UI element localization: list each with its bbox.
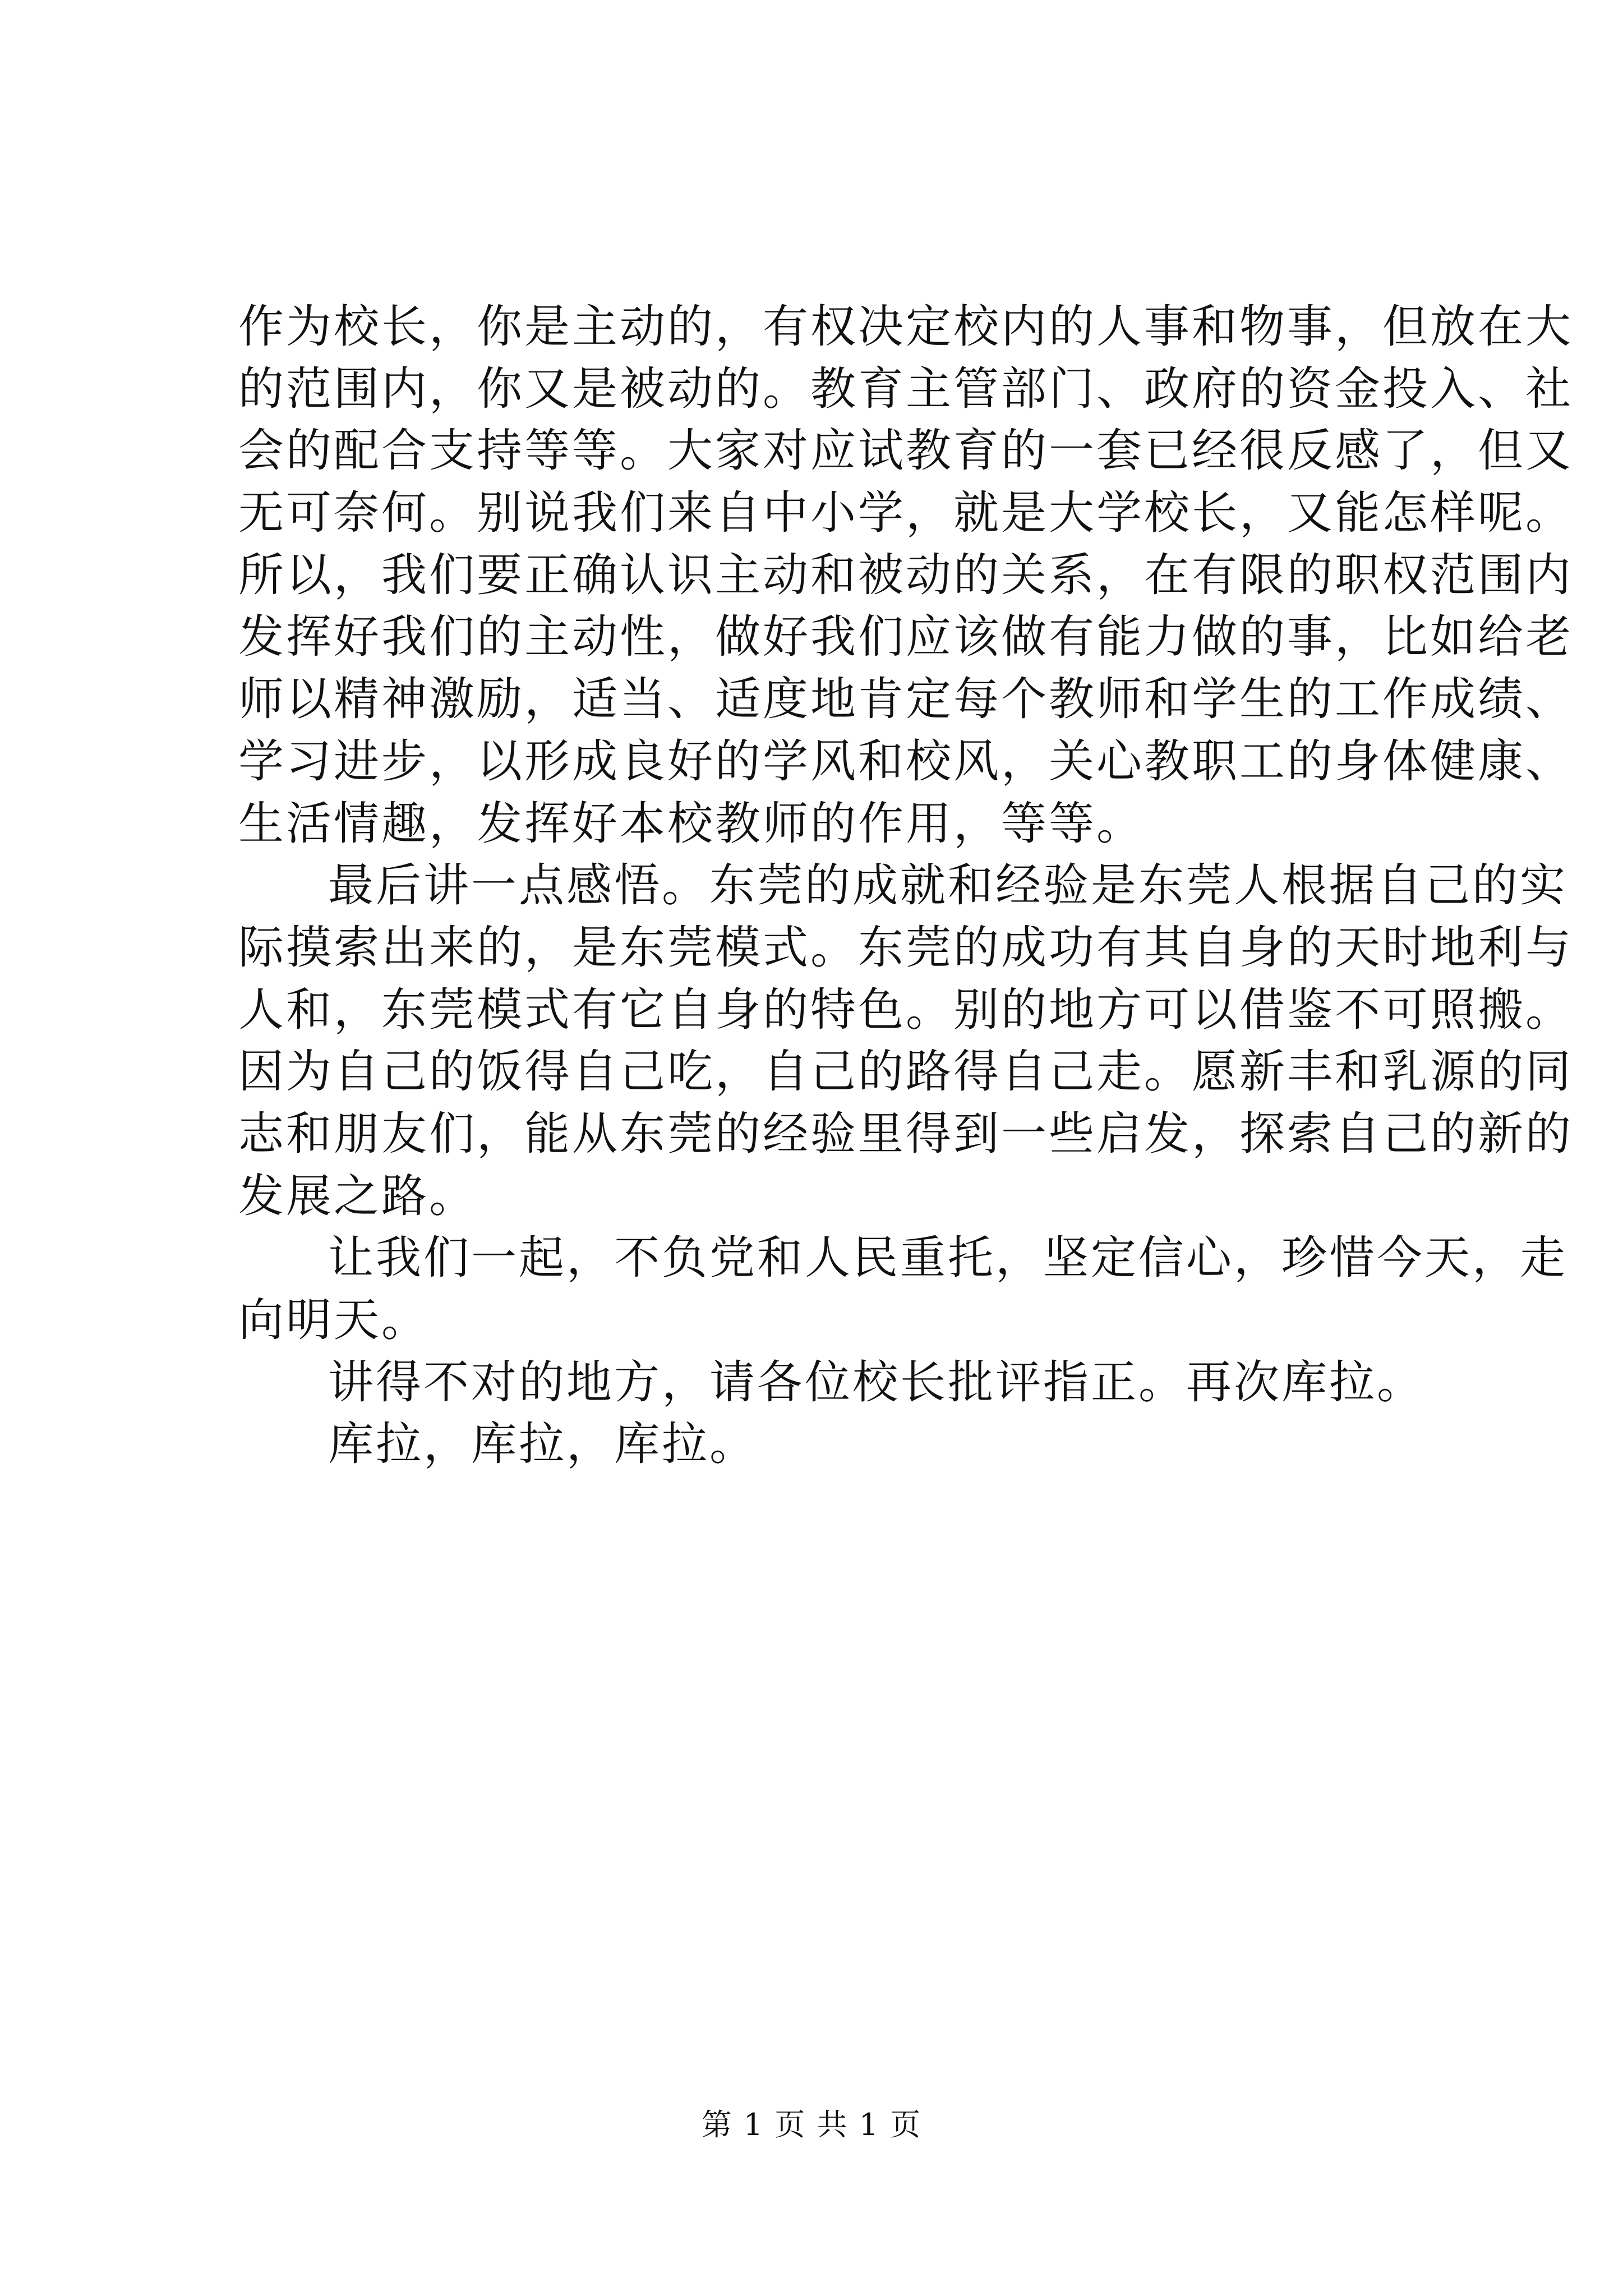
text-line: 学习进步，以形成良好的学风和校风，关心教职工的身体健康、 [238,735,1574,788]
text-line: 的范围内，你又是被动的。教育主管部门、政府的资金投入、社 [238,362,1574,416]
text-line: 让我们一起，不负党和人民重托，坚定信心，珍惜今天，走 [328,1232,1568,1285]
text-line: 师以精神激励，适当、适度地肯定每个教师和学生的工作成绩、 [238,673,1574,726]
text-line: 生活情趣，发挥好本校教师的作用，等等。 [238,797,1145,850]
text-line: 讲得不对的地方，请各位校长批评指正。再次库拉。 [328,1356,1425,1409]
text-line: 会的配合支持等等。大家对应试教育的一套已经很反感了，但又 [238,425,1574,478]
text-line: 无可奈何。别说我们来自中小学，就是大学校长，又能怎样呢。 [238,487,1574,540]
text-line: 最后讲一点感悟。东莞的成就和经验是东莞人根据自己的实 [328,859,1568,913]
text-line: 库拉，库拉，库拉。 [328,1418,758,1471]
text-line: 因为自己的饭得自己吃，自己的路得自己走。愿新丰和乳源的同 [238,1046,1574,1099]
text-line: 际摸索出来的，是东莞模式。东莞的成功有其自身的天时地利与 [238,921,1574,974]
page-footer: 第 1 页 共 1 页 [701,2107,922,2142]
text-line: 作为校长，你是主动的，有权决定校内的人事和物事，但放在大 [238,301,1574,353]
text-line: 发展之路。 [238,1170,477,1223]
body-text [238,296,1574,1476]
text-line: 向明天。 [238,1294,430,1347]
text-line: 所以，我们要正确认识主动和被动的关系，在有限的职权范围内 [238,549,1574,602]
text-line: 人和，东莞模式有它自身的特色。别的地方可以借鉴不可照搬。 [238,983,1574,1037]
text-line: 发挥好我们的主动性，做好我们应该做有能力做的事，比如给老 [238,611,1574,664]
text-line: 志和朋友们，能从东莞的经验里得到一些启发，探索自己的新的 [238,1107,1574,1161]
